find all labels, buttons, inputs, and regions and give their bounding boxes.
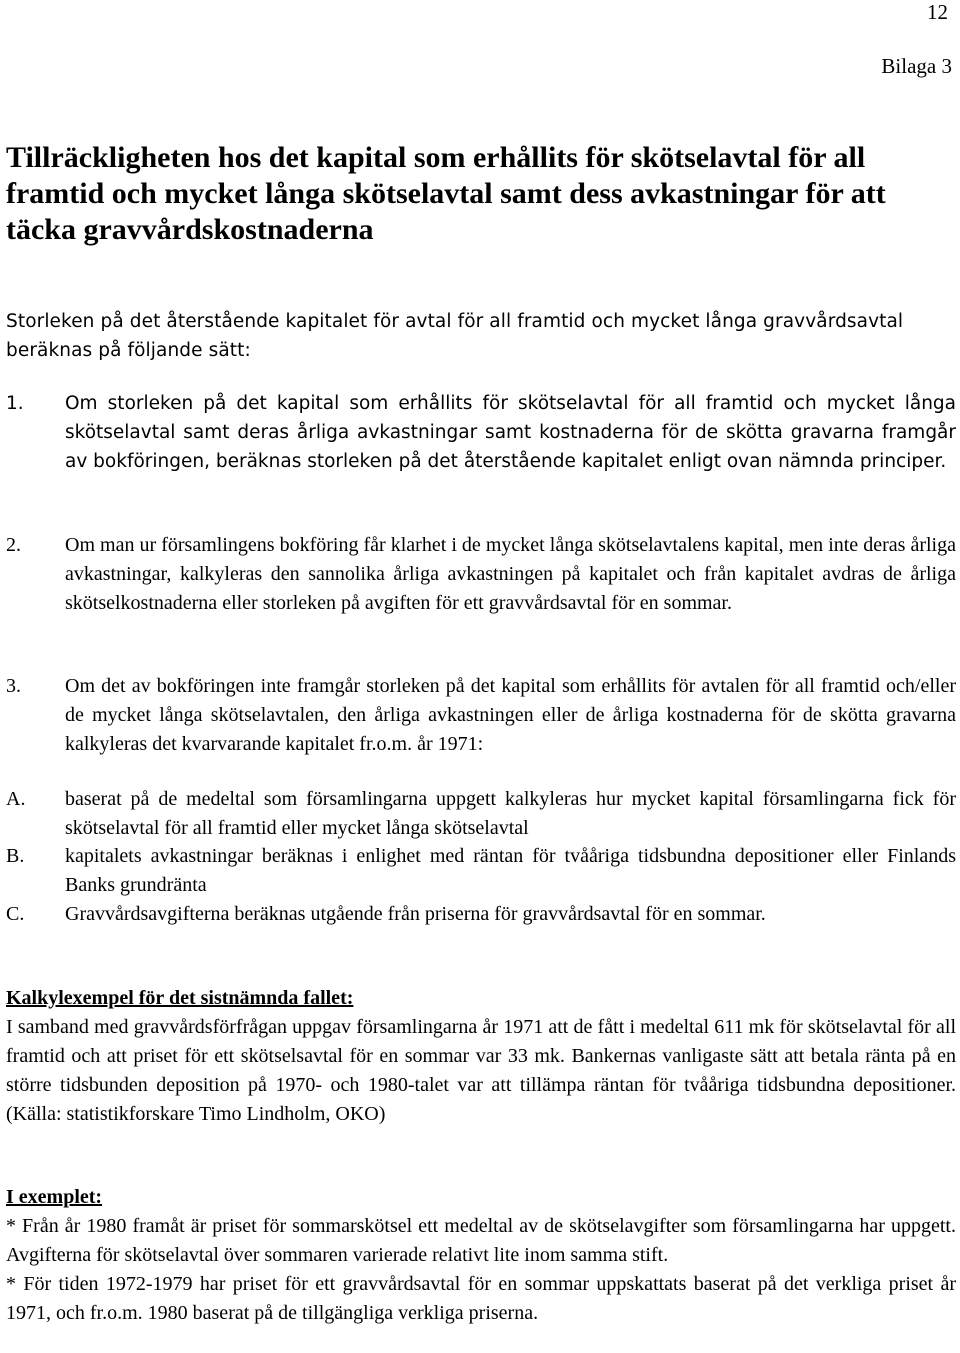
example-section <box>6 984 956 1129</box>
item-text: Om det av bokföringen inte framgår storleken på det kapital som erhållits för avtalen för all framtid och/eller de mycket långa skötselavtalen, den årliga avkastningen eller de årliga kostnaderna för de skötta gravarna kalkyleras det kvarvarande kapitalet fr.o.m. år 1971: <box>65 675 956 755</box>
intro-paragraph: Storleken på det återstående kapitalet för avtal för all framtid och mycket långa gravvårdsavtal beräknas på följande sätt: <box>6 311 904 361</box>
example-heading: Kalkylexempel för det sistnämnda fallet: <box>6 987 354 1009</box>
numbered-item-3 <box>6 672 956 759</box>
numbered-item-1 <box>6 389 956 476</box>
in-example-bullet-1: * Från år 1980 framåt är priset för sommarskötsel ett medeltal av de skötselavgifter som församlingarna har uppgett. Avgifterna för skötselavtal över sommaren varierade relativt lite inom samma stift. <box>6 1215 956 1266</box>
page-title: Tillräckligheten hos det kapital som erhållits för skötselavtal för all framtid och mycket långa skötselavtal samt dess avkastningar för att täcka gravvårdskostnaderna <box>6 141 886 246</box>
lettered-item-a <box>6 785 956 843</box>
page-number: 12 <box>927 0 948 24</box>
item-marker: 1. <box>6 393 24 414</box>
lettered-item-b <box>6 842 956 900</box>
item-text: Om man ur församlingens bokföring får klarhet i de mycket långa skötselavtalens kapital, men inte deras årliga avkastningar, kalkyleras den sannolika årliga avkastningen på kapitalet och från kapitalet avdras de årliga skötselkostnaderna eller storleken på avgiften för ett gravvårdsavtal för en sommar. <box>65 534 956 614</box>
item-marker: B. <box>6 845 25 867</box>
item-text: baserat på de medeltal som församlingarna uppgett kalkyleras hur mycket kapital församlingarna fick för skötselavtal för all framtid eller mycket långa skötselavtal <box>65 788 956 839</box>
appendix-label: Bilaga 3 <box>881 54 952 78</box>
example-text: I samband med gravvårdsförfrågan uppgav församlingarna år 1971 att de fått i medeltal 611 mk för skötselavtal för all framtid och att priset för ett skötselsavtal för en sommar var 33 mk. Bankernas vanligaste sätt att betala ränta på en större tidsbunden deposition på 1970- och 1980-talet var att tillämpa räntan för tvååriga tidsbundna depositioner. (Källa: statistikforskare Timo Lindholm, OKO) <box>6 1016 956 1125</box>
in-example-heading: I exemplet: <box>6 1186 103 1208</box>
item-marker: 3. <box>6 675 21 697</box>
item-marker: 2. <box>6 534 21 556</box>
item-text: kapitalets avkastningar beräknas i enlighet med räntan för tvååriga tidsbundna depositioner eller Finlands Banks grundränta <box>65 845 956 896</box>
in-example-section <box>6 1183 956 1328</box>
numbered-item-2 <box>6 531 956 618</box>
item-text: Om storleken på det kapital som erhållits för skötselavtal för all framtid och mycket långa skötselavtal samt deras årliga avkastningar samt kostnaderna för de skötta gravarna framgår av bokföringen, beräknas storleken på det återstående kapitalet enligt ovan nämnda principer. <box>65 393 956 472</box>
lettered-item-c <box>6 900 956 929</box>
item-text: Gravvårdsavgifterna beräknas utgående från priserna för gravvårdsavtal för en sommar. <box>65 903 766 925</box>
item-marker: A. <box>6 788 26 810</box>
in-example-bullet-2: * För tiden 1972-1979 har priset för ett gravvårdsavtal för en sommar uppskattats baserat på det verkliga priset år 1971, och fr.o.m. 1980 baserat på de tillgängliga verkliga priserna. <box>6 1273 956 1324</box>
item-marker: C. <box>6 903 25 925</box>
